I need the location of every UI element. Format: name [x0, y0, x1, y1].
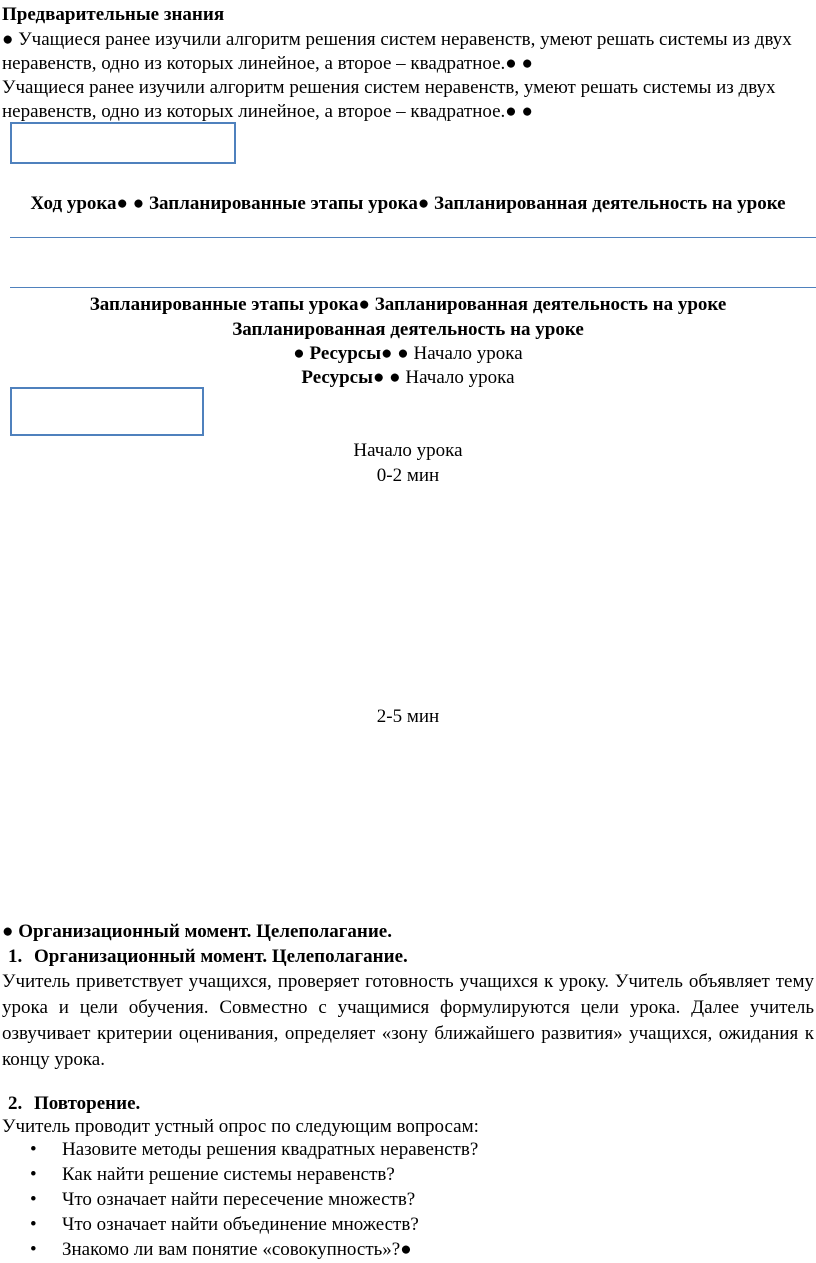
bullet-icon: •	[30, 1239, 37, 1260]
question-text: Как найти решение системы неравенств?	[62, 1164, 395, 1185]
lesson-course-heading: Ход урока● ● Запланированные этапы урока● Запланированная деятельность на уроке	[30, 193, 786, 214]
question-text: Знакомо ли вам понятие «совокупность»?●	[62, 1239, 412, 1260]
planned-activity-line: Запланированная деятельность на уроке	[232, 319, 584, 340]
question-text: Назовите методы решения квадратных неравенств?	[62, 1139, 479, 1160]
list-item	[0, 1238, 816, 1263]
list-item	[0, 1213, 816, 1238]
lesson-start-time-label: Начало урока	[353, 440, 463, 461]
section-title: Организационный момент. Целеполагание.	[34, 946, 408, 967]
section-1-heading	[8, 945, 408, 969]
question-text: Что означает найти пересечение множеств?	[62, 1189, 416, 1210]
planned-stages-line: Запланированные этапы урока● Запланированная деятельность на уроке	[89, 294, 727, 315]
question-list	[0, 1138, 816, 1263]
section-bullet-heading: ● Организационный момент. Целеполагание.	[2, 921, 392, 942]
prior-knowledge-text-1: ● Учащиеся ранее изучили алгоритм решения систем неравенств, умеют решать системы из двух неравенств, одно из которых линейное, а второе – квадратное.● ●	[2, 29, 792, 74]
divider-line	[10, 237, 816, 238]
lesson-start-label: Начало урока	[400, 367, 515, 388]
list-item	[0, 1188, 816, 1213]
list-item	[0, 1163, 816, 1188]
resources-label: Ресурсы● ●	[301, 367, 401, 388]
section-title: Повторение.	[34, 1093, 141, 1114]
prior-knowledge-text-2: Учащиеся ранее изучили алгоритм решения систем неравенств, умеют решать системы из двух неравенств, одно из которых линейное, а второе – квадратное.● ●	[2, 77, 776, 122]
bullet-icon: •	[30, 1164, 37, 1185]
divider-line	[10, 287, 816, 288]
empty-text-box	[10, 387, 204, 436]
section-1-paragraph: Учитель приветствует учащихся, проверяет готовность учащихся к уроку. Учитель объявляет тему урока и цели обучения. Совместно с учащимися формулируются цели урока. Далее учитель озвучивает критерии оценивания, определяет «зону ближайшего развития» учащихся, ожидания к концу урока.	[2, 971, 814, 1070]
section-number: 2.	[8, 1093, 23, 1114]
empty-text-box	[10, 122, 236, 164]
time-range: 0-2 мин	[376, 465, 440, 486]
resources-label: ● Ресурсы● ●	[293, 343, 409, 364]
bullet-icon: •	[30, 1214, 37, 1235]
section-2-intro: Учитель проводит устный опрос по следующим вопросам:	[2, 1116, 479, 1137]
question-text: Что означает найти объединение множеств?	[62, 1214, 419, 1235]
section-number: 1.	[8, 946, 23, 967]
time-range: 2-5 мин	[376, 706, 440, 727]
bullet-icon: •	[30, 1189, 37, 1210]
section-2-heading	[8, 1092, 140, 1116]
bullet-icon: •	[30, 1139, 37, 1160]
resources-line-1	[0, 342, 816, 366]
prior-knowledge-heading: Предварительные знания	[2, 4, 225, 25]
lesson-start-label: Начало урока	[408, 343, 523, 364]
list-item	[0, 1138, 816, 1163]
